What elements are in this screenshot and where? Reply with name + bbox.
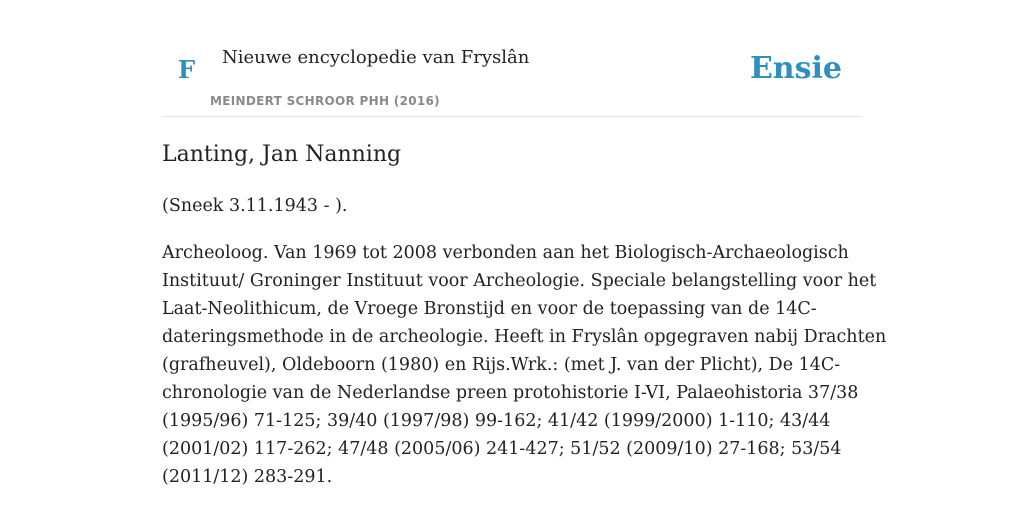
body-line: (1995/96) 71-125; 39/40 (1997/98) 99-162; 41/42 (1999/2000) 1-110; 43/44 — [162, 411, 831, 431]
source-logo[interactable]: F — [178, 55, 196, 84]
body-line: Laat-Neolithicum, de Vroege Bronstijd en voor de toepassing van de 14C- — [162, 299, 817, 319]
body-line: (grafheuvel), Oldeboorn (1980) en Rijs.Wrk.: (met J. van der Plicht), De 14C- — [162, 355, 841, 375]
entry-body — [162, 239, 887, 491]
body-line: chronologie van de Nederlandse preen protohistorie I-VI, Palaeohistoria 37/38 — [162, 383, 859, 403]
source-header — [162, 0, 862, 117]
source-author: MEINDERT SCHROOR PHH (2016) — [210, 94, 440, 108]
body-line: (2001/02) 117-262; 47/48 (2005/06) 241-427; 51/52 (2009/10) 27-168; 53/54 — [162, 439, 842, 459]
body-line: Instituut/ Groninger Instituut voor Archeologie. Speciale belangstelling voor het — [162, 271, 877, 291]
body-line: (2011/12) 283-291. — [162, 467, 333, 487]
body-line: dateringsmethode in de archeologie. Heeft in Fryslân opgegraven nabij Drachten — [162, 327, 887, 347]
entry-dates: (Sneek 3.11.1943 - ). — [162, 196, 348, 216]
body-line: Archeoloog. Van 1969 tot 2008 verbonden aan het Biologisch-Archaeologisch — [162, 243, 849, 263]
source-title-link[interactable]: Nieuwe encyclopedie van Fryslân — [222, 47, 530, 68]
brand-logo[interactable]: Ensie — [749, 51, 842, 86]
entry-title: Lanting, Jan Nanning — [162, 142, 402, 167]
